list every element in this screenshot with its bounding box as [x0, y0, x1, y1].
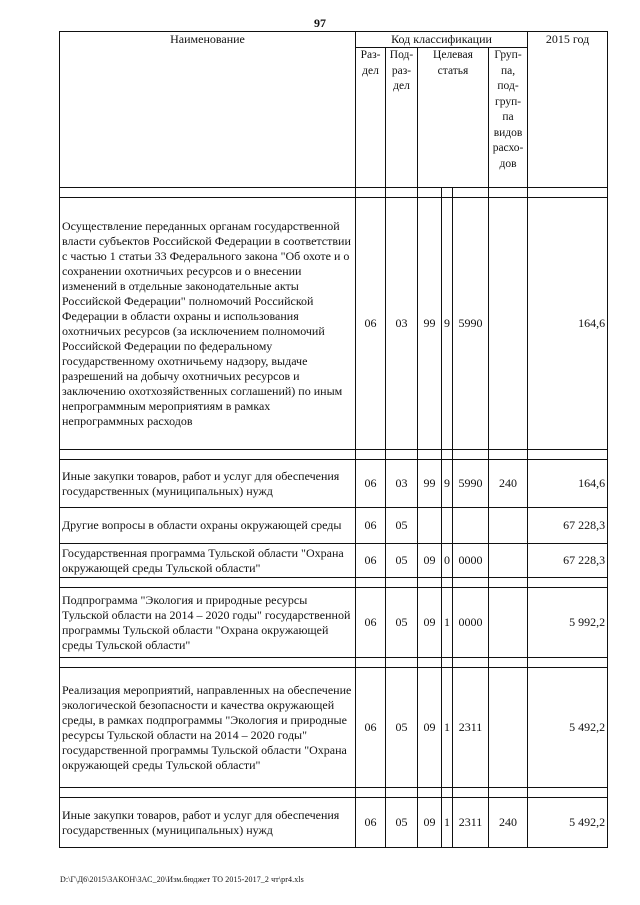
row-ts-program: 09: [418, 544, 442, 578]
row-ts-subprogram: 9: [442, 460, 453, 508]
row-name: Государственная программа Тульской области "Охрана окружающей среды Тульской области": [60, 544, 356, 578]
row-ts-direction: 5990: [453, 198, 489, 450]
header-gruppa-vidov-raskhodov: Груп- па, под- груп- па видов расхо- дов: [489, 48, 528, 188]
row-podrazdel: 03: [386, 198, 418, 450]
row-podrazdel: 05: [386, 588, 418, 658]
row-ts-direction: 5990: [453, 460, 489, 508]
row-ts-subprogram: 0: [442, 544, 453, 578]
header-name: Наименование: [60, 32, 356, 188]
table-row: [60, 798, 608, 848]
row-ts-direction: 0000: [453, 544, 489, 578]
row-ts-subprogram: 1: [442, 668, 453, 788]
header-razdel: Раз- дел: [356, 48, 386, 188]
row-amount: 67 228,3: [528, 508, 608, 544]
row-amount: 5 492,2: [528, 798, 608, 848]
row-ts-program: 09: [418, 668, 442, 788]
row-podrazdel: 05: [386, 668, 418, 788]
row-name: Реализация мероприятий, направленных на обеспечение экологической безопасности и качества окружающей среды, в рамках подпрограммы "Экология и природные ресурсы Тульской области на 2014 – 2020 годы" государственной программы Тульской области "Охрана окружающей среды Тульской области": [60, 668, 356, 788]
budget-table: [59, 31, 608, 848]
footer-file-path: D:\Г\Д6\2015\ЗАКОН\ЗАС_20\Изм.бюджет ТО 2015-2017_2 чт\pr4.xls: [60, 875, 304, 884]
row-name: Другие вопросы в области охраны окружающей среды: [60, 508, 356, 544]
header-row-top: [60, 32, 608, 48]
row-vid: 240: [489, 460, 528, 508]
row-ts-program: 09: [418, 798, 442, 848]
table-row: [60, 508, 608, 544]
table-row: [60, 668, 608, 788]
row-ts-program: [418, 508, 442, 544]
row-name: Иные закупки товаров, работ и услуг для обеспечения государственных (муниципальных) нужд: [60, 460, 356, 508]
row-razdel: 06: [356, 508, 386, 544]
row-ts-program: 99: [418, 198, 442, 450]
row-name: Осуществление переданных органам государственной власти субъектов Российской Федерации в соответствии с частью 1 статьи 33 Федерального закона "Об охоте и о сохранении охотничьих ресурсов и о внесении изменений в отдельные законодательные акты Российской Федерации" полномочий Российской Федерации в области охраны и использования охотничьих ресурсов (за исключением полномочий Российской Федерации по федеральному государственному охотничьему надзору, выдаче разрешений на добычу охотничьих ресурсов и заключению охотхозяйственных соглашений) по иным непрограммным мероприятиям в рамках непрограммных расходов: [60, 198, 356, 450]
row-vid: [489, 588, 528, 658]
row-ts-direction: 0000: [453, 588, 489, 658]
spacer-row: [60, 450, 608, 460]
row-name: Иные закупки товаров, работ и услуг для обеспечения государственных (муниципальных) нужд: [60, 798, 356, 848]
row-podrazdel: 05: [386, 544, 418, 578]
row-ts-subprogram: [442, 508, 453, 544]
row-ts-program: 99: [418, 460, 442, 508]
spacer-row: [60, 578, 608, 588]
spacer-row: [60, 188, 608, 198]
header-tselevaya-statya: Целевая статья: [418, 48, 489, 188]
row-vid: [489, 198, 528, 450]
row-ts-direction: 2311: [453, 668, 489, 788]
row-razdel: 06: [356, 588, 386, 658]
spacer-row: [60, 788, 608, 798]
row-podrazdel: 05: [386, 798, 418, 848]
row-amount: 67 228,3: [528, 544, 608, 578]
table-row: [60, 544, 608, 578]
row-ts-subprogram: 1: [442, 798, 453, 848]
table-row: [60, 198, 608, 450]
row-vid: 240: [489, 798, 528, 848]
row-podrazdel: 03: [386, 460, 418, 508]
row-ts-direction: 2311: [453, 798, 489, 848]
row-amount: 164,6: [528, 460, 608, 508]
row-razdel: 06: [356, 198, 386, 450]
row-amount: 5 992,2: [528, 588, 608, 658]
row-razdel: 06: [356, 544, 386, 578]
row-ts-subprogram: 1: [442, 588, 453, 658]
row-razdel: 06: [356, 460, 386, 508]
header-podrazdel: Под- раз- дел: [386, 48, 418, 188]
header-classification: Код классификации: [356, 32, 528, 48]
row-razdel: 06: [356, 668, 386, 788]
header-year: 2015 год: [528, 32, 608, 188]
spacer-row: [60, 658, 608, 668]
row-ts-subprogram: 9: [442, 198, 453, 450]
row-ts-direction: [453, 508, 489, 544]
table-row: [60, 460, 608, 508]
page-number: 97: [314, 16, 326, 30]
row-amount: 164,6: [528, 198, 608, 450]
row-name: Подпрограмма "Экология и природные ресурсы Тульской области на 2014 – 2020 годы" государственной программы Тульской области "Охрана окружающей среды Тульской области": [60, 588, 356, 658]
row-vid: [489, 508, 528, 544]
row-amount: 5 492,2: [528, 668, 608, 788]
row-podrazdel: 05: [386, 508, 418, 544]
row-ts-program: 09: [418, 588, 442, 658]
table-row: [60, 588, 608, 658]
row-razdel: 06: [356, 798, 386, 848]
row-vid: [489, 668, 528, 788]
row-vid: [489, 544, 528, 578]
